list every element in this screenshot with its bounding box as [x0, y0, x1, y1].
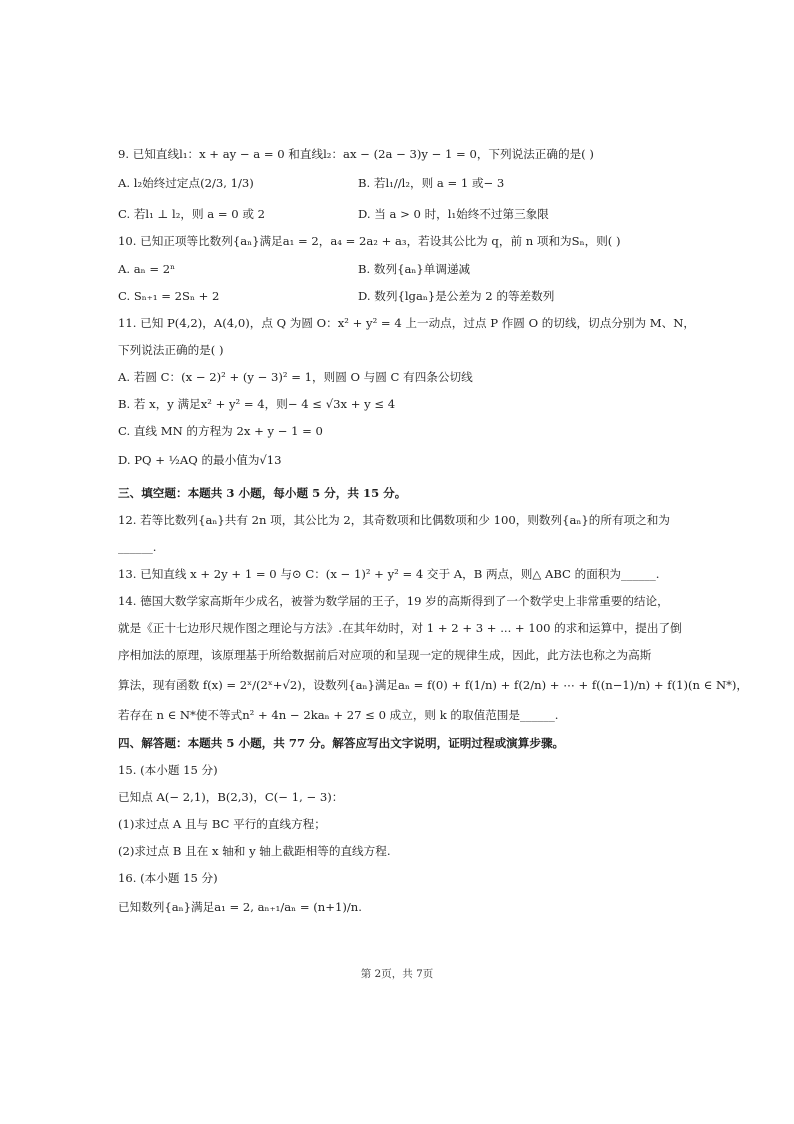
- q14-line5: 若存在 n ∈ N*使不等式n² + 4n − 2kaₙ + 27 ≤ 0 成立，则 k 的取值范围是______.: [118, 708, 559, 722]
- q9-option-a: A. l₂始终过定点(2/3, 1/3): [118, 176, 254, 190]
- q12-line2: ______.: [118, 540, 157, 554]
- section-4-heading: 四、解答题：本题共 5 小题，共 77 分。解答应写出文字说明，证明过程或演算步骤。: [118, 736, 565, 750]
- q16-title: 16. (本小题 15 分): [118, 871, 218, 885]
- q10-option-c: C. Sₙ₊₁ = 2Sₙ + 2: [118, 289, 220, 303]
- q9-stem: 9. 已知直线l₁：x + ay − a = 0 和直线l₂：ax − (2a − 3)y − 1 = 0，下列说法正确的是( ): [118, 147, 594, 161]
- q11-option-c: C. 直线 MN 的方程为 2x + y − 1 = 0: [118, 424, 323, 438]
- q15-part2: (2)求过点 B 且在 x 轴和 y 轴上截距相等的直线方程.: [118, 844, 391, 858]
- page-footer: 第 2页，共 7页: [360, 968, 434, 980]
- q11-stem-line1: 11. 已知 P(4,2)，A(4,0)，点 Q 为圆 O：x² + y² = 4 上一动点，过点 P 作圆 O 的切线，切点分别为 M、N，: [118, 316, 696, 330]
- q16-given: 已知数列{aₙ}满足a₁ = 2, aₙ₊₁/aₙ = (n+1)/n.: [118, 900, 362, 914]
- q12-line1: 12. 若等比数列{aₙ}共有 2n 项，其公比为 2，其奇数项和比偶数项和少 100，则数列{aₙ}的所有项之和为: [118, 513, 670, 527]
- q11-option-a: A. 若圆 C：(x − 2)² + (y − 3)² = 1，则圆 O 与圆 C 有四条公切线: [118, 370, 473, 384]
- q10-option-b: B. 数列{aₙ}单调递减: [358, 262, 471, 276]
- q15-given: 已知点 A(− 2,1)，B(2,3)，C(− 1, − 3)：: [118, 790, 344, 804]
- q11-option-b: B. 若 x，y 满足x² + y² = 4，则− 4 ≤ √3x + y ≤ 4: [118, 397, 396, 411]
- q10-option-a: A. aₙ = 2ⁿ: [118, 262, 176, 276]
- q9-option-c: C. 若l₁ ⊥ l₂，则 a = 0 或 2: [118, 207, 265, 221]
- q14-line4: 算法，现有函数 f(x) = 2ˣ/(2ˣ+√2)，设数列{aₙ}满足aₙ = f(0) + f(1/n) + f(2/n) + ⋯ + f((n−1)/n) + f(1)(n ∈ N*)，: [118, 678, 749, 692]
- q10-option-d: D. 数列{lgaₙ}是公差为 2 的等差数列: [358, 289, 555, 303]
- q10-stem: 10. 已知正项等比数列{aₙ}满足a₁ = 2，a₄ = 2a₂ + a₃，若设其公比为 q，前 n 项和为Sₙ，则( ): [118, 234, 621, 248]
- q13: 13. 已知直线 x + 2y + 1 = 0 与⊙ C：(x − 1)² + y² = 4 交于 A，B 两点，则△ ABC 的面积为______.: [118, 567, 660, 581]
- q14-line1: 14. 德国大数学家高斯年少成名，被誉为数学届的王子，19 岁的高斯得到了一个数学史上非常重要的结论，: [118, 594, 669, 608]
- q9-option-b: B. 若l₁//l₂，则 a = 1 或− 3: [358, 176, 505, 190]
- q14-line2: 就是《正十七边形尺规作图之理论与方法》.在其年幼时，对 1 + 2 + 3 + ... + 100 的求和运算中，提出了倒: [118, 621, 682, 635]
- q11-stem-line2: 下列说法正确的是( ): [118, 343, 224, 357]
- q14-line3: 序相加法的原理，该原理基于所给数据前后对应项的和呈现一定的规律生成，因此，此方法也称之为高斯: [118, 648, 652, 662]
- q15-part1: (1)求过点 A 且与 BC 平行的直线方程；: [118, 817, 326, 831]
- section-3-heading: 三、填空题：本题共 3 小题，每小题 5 分，共 15 分。: [118, 486, 407, 500]
- q9-option-d: D. 当 a > 0 时，l₁始终不过第三象限: [358, 207, 549, 221]
- q15-title: 15. (本小题 15 分): [118, 763, 218, 777]
- q11-option-d: D. PQ + ½AQ 的最小值为√13: [118, 453, 282, 467]
